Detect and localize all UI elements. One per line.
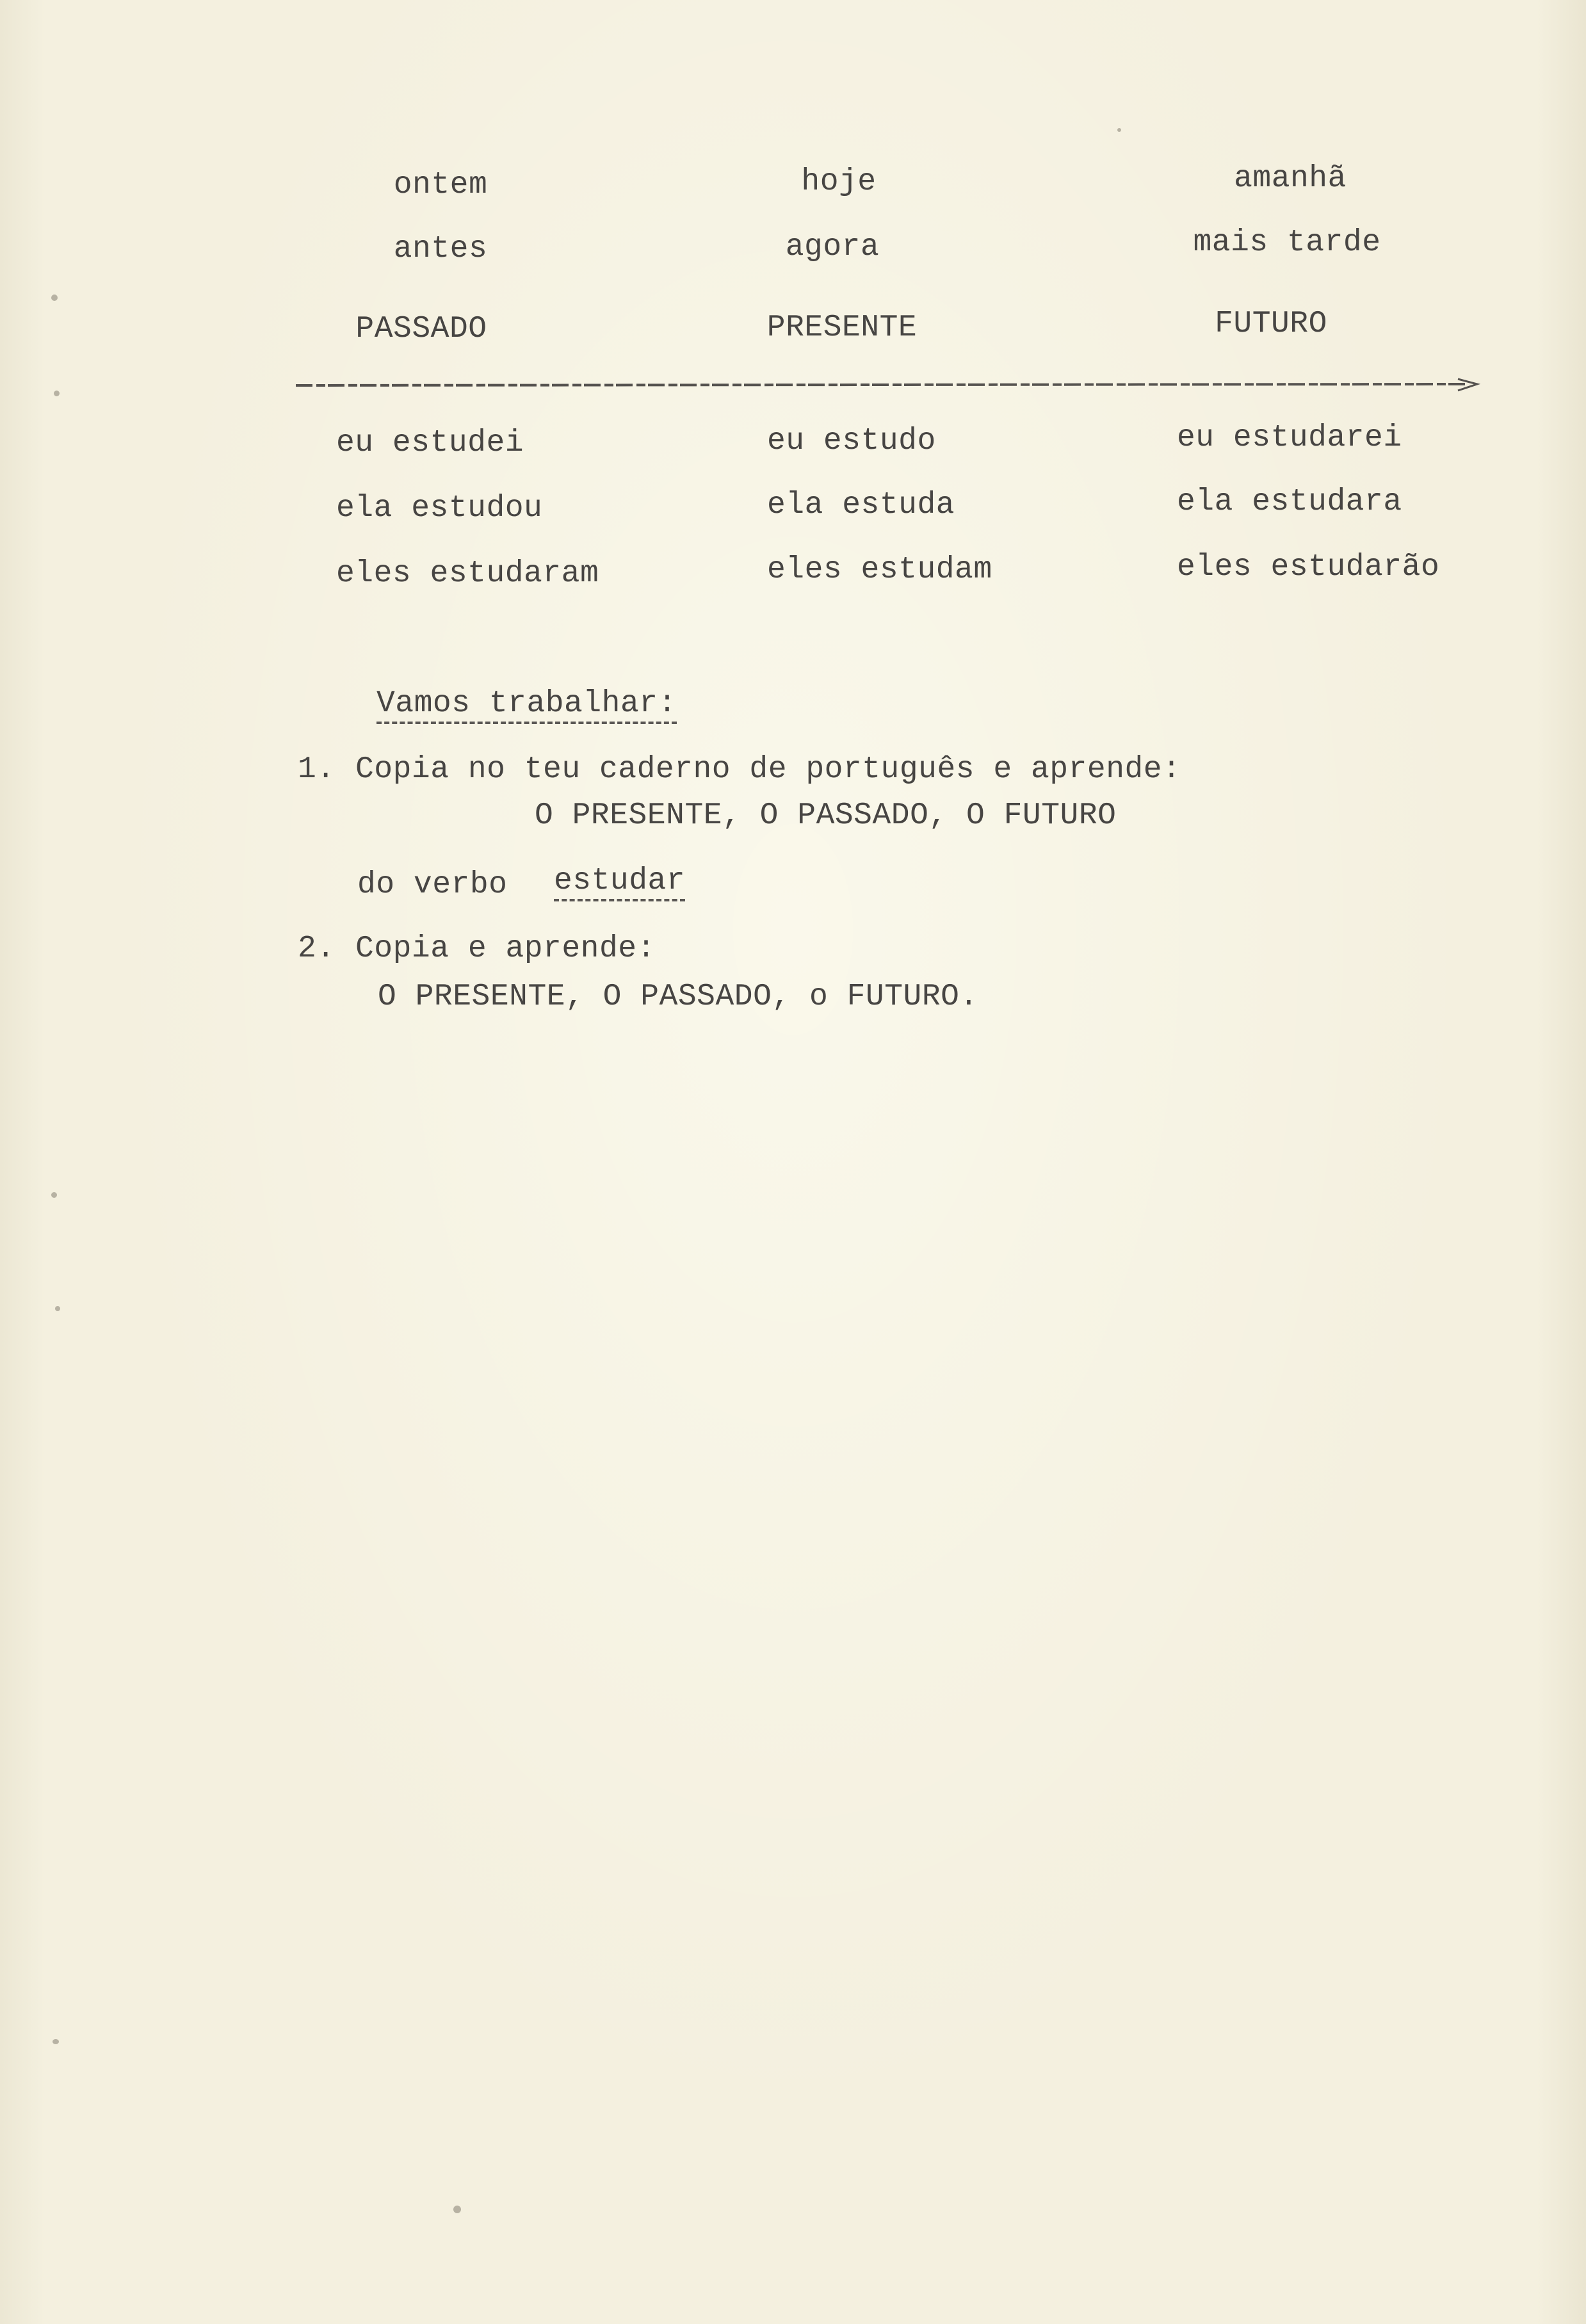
past-form-eu: eu estudei xyxy=(336,426,524,460)
paper-speck xyxy=(53,2039,59,2044)
paper-speck xyxy=(55,1306,60,1311)
exercise-2-number: 2. xyxy=(298,932,336,966)
paper-speck xyxy=(54,391,60,396)
exercise-1-text: Copia no teu caderno de português e aprende: xyxy=(355,752,1181,787)
present-time-word-1: hoje xyxy=(801,165,877,199)
future-form-eu: eu estudarei xyxy=(1177,421,1402,455)
present-tense-label: PRESENTE xyxy=(766,311,918,345)
past-tense-label: PASSADO xyxy=(355,312,487,346)
future-form-eles: eles estudarão xyxy=(1177,550,1440,585)
exercises-heading: Vamos trabalhar: xyxy=(376,688,677,724)
present-form-eu: eu estudo xyxy=(767,424,936,458)
past-form-eles: eles estudaram xyxy=(336,556,599,591)
paper-speck xyxy=(51,1192,57,1198)
paper-speck xyxy=(51,295,58,301)
exercise-2-tenses: O PRESENTE, O PASSADO, o FUTURO. xyxy=(378,980,978,1014)
future-time-word-1: amanhã xyxy=(1234,161,1347,196)
present-form-ela: ela estuda xyxy=(767,488,955,522)
timeline-arrow xyxy=(296,378,1480,393)
past-time-word-2: antes xyxy=(393,232,488,266)
present-time-word-2: agora xyxy=(785,230,880,264)
exercise-1-tenses: O PRESENTE, O PASSADO, O FUTURO xyxy=(535,798,1117,833)
future-tense-label: FUTURO xyxy=(1215,307,1327,341)
exercise-1-number: 1. xyxy=(298,752,336,787)
paper-speck xyxy=(1117,128,1121,132)
past-time-word-1: ontem xyxy=(393,168,488,202)
paper-speck xyxy=(453,2206,461,2213)
exercise-1-verb: estudar xyxy=(554,866,685,901)
past-form-ela: ela estudou xyxy=(336,491,543,526)
future-form-ela: ela estudara xyxy=(1177,485,1402,519)
exercise-2-text: Copia e aprende: xyxy=(355,932,656,966)
future-time-word-2: mais tarde xyxy=(1193,225,1381,260)
exercise-1-verb-prefix: do verbo xyxy=(357,867,508,902)
present-form-eles: eles estudam xyxy=(767,553,992,587)
